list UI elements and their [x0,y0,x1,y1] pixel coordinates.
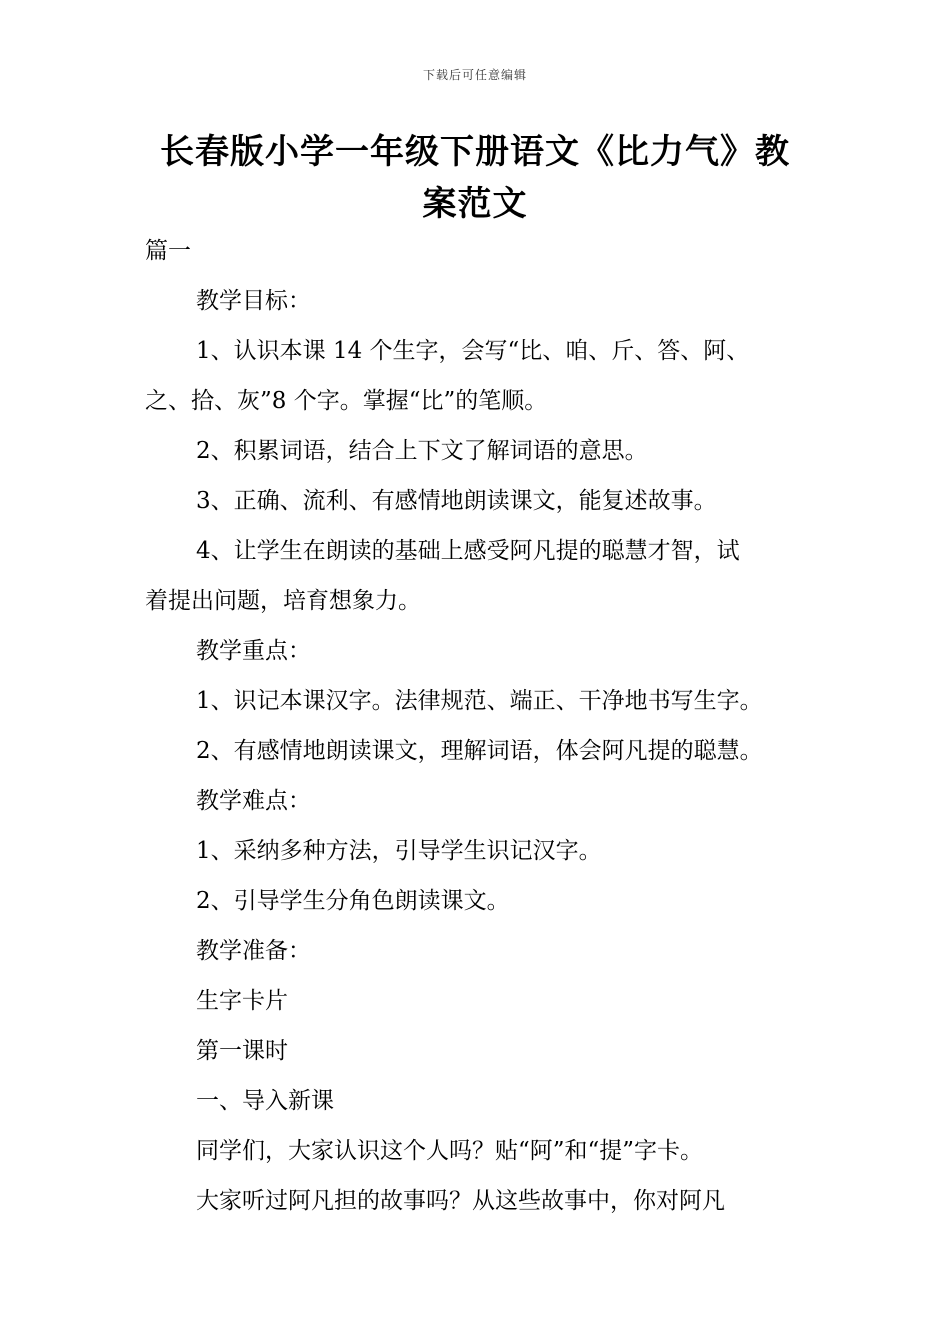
heading-key-points: 教学重点： [196,638,311,664]
heading-objectives: 教学目标： [196,288,311,314]
title-line-1: 长春版小学一年级下册语文《比力气》教 [160,132,790,172]
paragraph-line: 之、拾、灰”8 个字。掌握“比”的笔顺。 [145,388,548,414]
header-note: 下载后可任意编辑 [422,68,527,82]
section-label: 篇一 [145,238,191,264]
paragraph-line: 1、识记本课汉字。法律规范、端正、干净地书写生字。 [196,688,763,714]
paragraph-line: 1、认识本课 14 个生字，会写“比、咱、斤、答、阿、 [196,338,750,364]
paragraph-line: 同学们，大家认识这个人吗？贴“阿”和“提”字卡。 [196,1138,704,1164]
paragraph-line: 着提出问题，培育想象力。 [145,588,421,614]
paragraph-line: 4、让学生在朗读的基础上感受阿凡提的聪慧才智，试 [196,538,740,564]
paragraph-line: 2、引导学生分角色朗读课文。 [196,888,510,914]
heading-preparation: 教学准备： [196,938,311,964]
subheading: 一、导入新课 [196,1088,334,1114]
paragraph-line: 2、积累词语，结合上下文了解词语的意思。 [196,438,648,464]
heading-difficulties: 教学难点： [196,788,311,814]
paragraph-line: 3、正确、流利、有感情地朗读课文，能复述故事。 [196,488,717,514]
paragraph-line: 大家听过阿凡担的故事吗？从这些故事中，你对阿凡 [196,1188,725,1214]
paragraph-line: 1、采纳多种方法，引导学生识记汉字。 [196,838,602,864]
title-line-2: 案范文 [422,184,528,224]
document-title [140,126,810,230]
paragraph-line: 生字卡片 [196,988,288,1014]
paragraph-line: 2、有感情地朗读课文，理解词语，体会阿凡提的聪慧。 [196,738,763,764]
lesson-label: 第一课时 [196,1038,288,1064]
